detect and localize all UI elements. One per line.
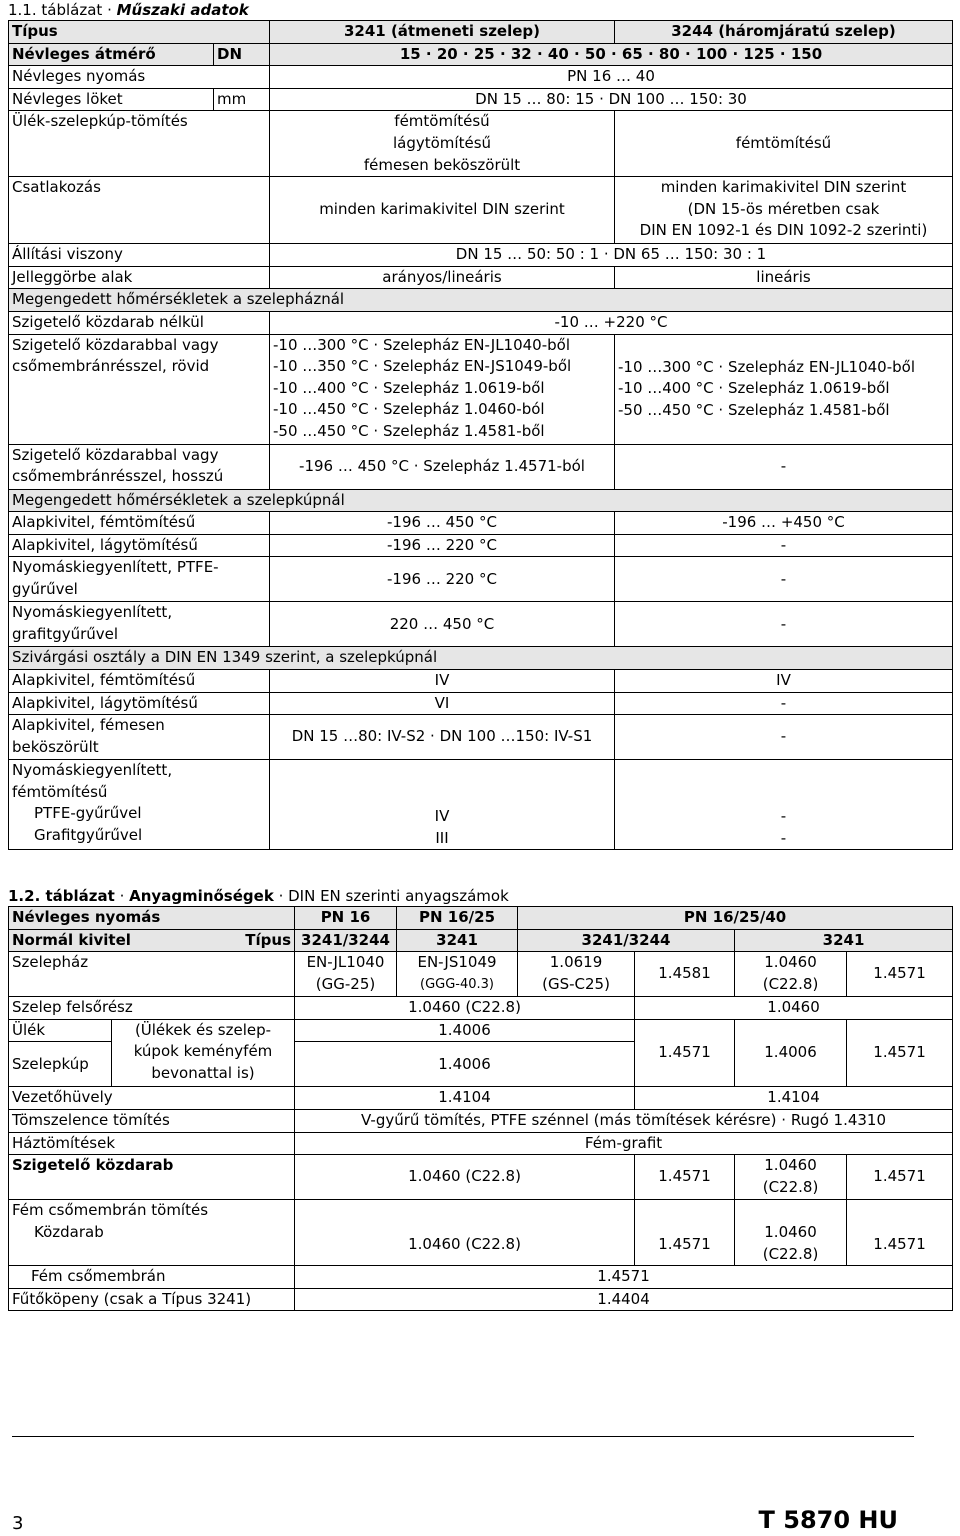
table2-caption-num: 1.2. táblázat [8, 887, 115, 906]
spacer-c2: 1.4571 [635, 1200, 735, 1266]
packing-row [9, 1110, 953, 1133]
table2-caption-sub: · DIN EN szerinti anyagszámok [278, 887, 509, 906]
upper-right: 1.0460 [635, 997, 953, 1020]
temp-plug-row [9, 557, 953, 602]
seat-seal-col-a: fémtömítésű lágytömítésű fémesen beköszörült [270, 111, 615, 177]
short-bellows-label: Szigetelő közdarabbal vagy csőmembránrésszel, rövid [9, 334, 270, 444]
range-value: DN 15 … 50: 50 : 1 · DN 65 … 150: 30 : 1 [270, 244, 953, 267]
nominal-dia-unit: DN [214, 43, 270, 66]
body-row [9, 952, 953, 997]
type-row [9, 929, 953, 952]
leak-balanced-col-b [615, 760, 953, 850]
temp-plug-label: Alapkivitel, lágytömítésű [9, 534, 270, 557]
temp-plug-label: Nyomáskiegyenlített, PTFE- gyűrűvel [9, 557, 270, 602]
bellows-value: 1.4571 [295, 1266, 953, 1289]
leak-balanced-labels [9, 760, 270, 850]
temp-plug-row [9, 602, 953, 647]
spacer-row [9, 1200, 953, 1266]
leak-col-b: - [615, 692, 953, 715]
table2-caption-title: Anyagminőségek [129, 887, 274, 906]
temp-plug-col-b: - [615, 602, 953, 647]
spacer-label: Közdarab [34, 1222, 104, 1241]
guide-right: 1.4104 [635, 1087, 953, 1110]
plug-c1: 1.4571 [635, 1019, 735, 1087]
leak-graphite-a: III [435, 828, 449, 847]
table1-header-row [9, 21, 953, 44]
temp-plug-row [9, 534, 953, 557]
header-type-label: Típus [9, 21, 270, 44]
jacket-row [9, 1288, 953, 1311]
seat-value: 1.4006 [295, 1019, 635, 1042]
leak-balanced-label: Nyomáskiegyenlített, fémtömítésű [12, 761, 173, 801]
temp-body-section-row [9, 289, 953, 312]
header-col-a: 3241 (átmeneti szelep) [270, 21, 615, 44]
page-number: 3 [12, 1513, 24, 1534]
stroke-unit: mm [214, 88, 270, 111]
seat-seal-label: Ülék-szelepkúp-tömítés [9, 111, 270, 177]
body-c2-sub: (GGG-40.3) [420, 976, 495, 992]
guide-left: 1.4104 [295, 1087, 635, 1110]
jacket-label: Fűtőköpeny (csak a Típus 3241) [9, 1288, 295, 1311]
normal-design-label: Normál kivitel [12, 930, 131, 949]
leak-graphite-label: Grafitgyűrűvel [34, 825, 143, 844]
insulating-c4: 1.4571 [847, 1155, 953, 1200]
bellows-row [9, 1266, 953, 1289]
footer-rule [12, 1436, 914, 1437]
spacer-c1: 1.0460 (C22.8) [295, 1200, 635, 1266]
spacer-c4: 1.4571 [847, 1200, 953, 1266]
connection-label: Csatlakozás [9, 177, 270, 244]
technical-data-table [8, 20, 953, 850]
leak-col-a: IV [270, 669, 615, 692]
nominal-dia-values: 15 · 20 · 25 · 32 · 40 · 50 · 65 · 80 · 100 · 125 · 150 [270, 43, 953, 66]
temp-plug-label: Nyomáskiegyenlített, grafitgyűrűvel [9, 602, 270, 647]
leak-label: Alapkivitel, fémtömítésű [9, 669, 270, 692]
type-c1: 3241/3244 [295, 929, 397, 952]
table1-caption-num: 1.1. táblázat [8, 1, 103, 19]
packing-label: Tömszelence tömítés [9, 1110, 295, 1133]
temp-plug-section-title: Megengedett hőmérsékletek a szelepkúpnál [9, 489, 953, 512]
pn-16: PN 16 [295, 907, 397, 930]
temp-plug-label: Alapkivitel, fémtömítésű [9, 512, 270, 535]
body-c4: 1.4581 [635, 952, 735, 997]
spacer-c3: 1.0460 (C22.8) [735, 1200, 847, 1266]
type-c4: 3241 [735, 929, 953, 952]
range-row [9, 244, 953, 267]
connection-col-b: minden karimakivitel DIN szerint (DN 15-ös méretben csak DIN EN 1092-1 és DIN 1092-2 szerinti) [615, 177, 953, 244]
insulating-c1: 1.0460 (C22.8) [295, 1155, 635, 1200]
no-insulating-value: -10 … +220 °C [270, 311, 953, 334]
plug-c3: 1.4571 [847, 1019, 953, 1087]
pn-16-25-40: PN 16/25/40 [518, 907, 953, 930]
temp-plug-col-a: -196 … 450 °C [270, 512, 615, 535]
short-bellows-row [9, 334, 953, 444]
table1-caption-title: Műszaki adatok [116, 1, 249, 19]
table1-caption: 1.1. táblázat · Műszaki adatok [8, 1, 249, 19]
nominal-pressure-label: Névleges nyomás [9, 66, 270, 89]
upper-label: Szelep felsőrész [9, 997, 295, 1020]
connection-col-a: minden karimakivitel DIN szerint [270, 177, 615, 244]
type-label: Típus [245, 930, 292, 949]
bellows-label: Fém csőmembrán [9, 1266, 295, 1289]
body-c2-cell [397, 952, 518, 997]
long-bellows-col-a: -196 … 450 °C · Szelepház 1.4571-ból [270, 444, 615, 489]
document-code: T 5870 HU [758, 1506, 898, 1534]
temp-plug-col-b: - [615, 557, 953, 602]
seat-row [9, 1019, 953, 1042]
leak-row [9, 692, 953, 715]
temp-plug-col-a: 220 … 450 °C [270, 602, 615, 647]
connection-row [9, 177, 953, 244]
nominal-pressure-value: PN 16 … 40 [270, 66, 953, 89]
short-bellows-col-a: -10 …300 °C · Szelepház EN-JL1040-ből -10 …350 °C · Szelepház EN-JS1049-ből -10 …400 °C · Szelepház 1.0619-ből -10 …450 °C · Szelepház 1.0460-ból -50 …450 °C · Szelepház 1.4581-ből [270, 334, 615, 444]
leak-balanced-col-a [270, 760, 615, 850]
leak-section-row [9, 647, 953, 670]
gasket-label: Háztömítések [9, 1132, 295, 1155]
spacer-labels [9, 1200, 295, 1266]
body-c5: 1.0460 (C22.8) [735, 952, 847, 997]
insulating-c3: 1.0460 (C22.8) [735, 1155, 847, 1200]
leak-section-title: Szivárgási osztály a DIN EN 1349 szerint, a szelepkúpnál [9, 647, 953, 670]
temp-plug-col-b: -196 … +450 °C [615, 512, 953, 535]
plug-value: 1.4006 [295, 1042, 635, 1087]
temp-plug-section-row [9, 489, 953, 512]
leak-row [9, 669, 953, 692]
leak-col-a: VI [270, 692, 615, 715]
temp-body-section-title: Megengedett hőmérsékletek a szelepháznál [9, 289, 953, 312]
body-c2: EN-JS1049 [417, 953, 497, 972]
gasket-value: Fém-grafit [295, 1132, 953, 1155]
table2-caption: 1.2. táblázat · Anyagminőségek · DIN EN szerinti anyagszámok [8, 887, 509, 906]
plug-label: Szelepkúp [9, 1042, 112, 1087]
nominal-dia-label: Névleges átmérő [9, 43, 214, 66]
header-col-b: 3244 (háromjáratú szelep) [615, 21, 953, 44]
no-insulating-label: Szigetelő közdarab nélkül [9, 311, 270, 334]
leak-label: Alapkivitel, fémesen beköszörült [9, 715, 270, 760]
stroke-row [9, 88, 953, 111]
leak-balanced-row [9, 760, 953, 850]
guide-row [9, 1087, 953, 1110]
leak-col-a: DN 15 …80: IV-S2 · DN 100 …150: IV-S1 [270, 715, 615, 760]
long-bellows-label: Szigetelő közdarabbal vagy csőmembránrésszel, hosszú [9, 444, 270, 489]
body-c6: 1.4571 [847, 952, 953, 997]
stroke-label: Névleges löket [9, 88, 214, 111]
long-bellows-row [9, 444, 953, 489]
body-c1: EN-JL1040 (GG-25) [295, 952, 397, 997]
upper-row [9, 997, 953, 1020]
long-bellows-col-b: - [615, 444, 953, 489]
characteristic-row [9, 266, 953, 289]
plug-c2: 1.4006 [735, 1019, 847, 1087]
type-c3: 3241/3244 [518, 929, 735, 952]
upper-left: 1.0460 (C22.8) [295, 997, 635, 1020]
characteristic-label: Jelleggörbe alak [9, 266, 270, 289]
temp-plug-col-b: - [615, 534, 953, 557]
nominal-pressure-row [9, 66, 953, 89]
insulating-row [9, 1155, 953, 1200]
characteristic-col-a: arányos/lineáris [270, 266, 615, 289]
body-label: Szelepház [9, 952, 295, 997]
nominal-diameter-row [9, 43, 953, 66]
seat-seal-row [9, 111, 953, 177]
packing-value: V-gyűrű tömítés, PTFE szénnel (más tömítések kérésre) · Rugó 1.4310 [295, 1110, 953, 1133]
pn-row [9, 907, 953, 930]
jacket-value: 1.4404 [295, 1288, 953, 1311]
pn-16-25: PN 16/25 [397, 907, 518, 930]
leak-col-b: IV [615, 669, 953, 692]
insulating-label: Szigetelő közdarab [9, 1155, 295, 1200]
gasket-row [9, 1132, 953, 1155]
seat-label: Ülék [9, 1019, 112, 1042]
temp-plug-row [9, 512, 953, 535]
stroke-value: DN 15 … 80: 15 · DN 100 … 150: 30 [270, 88, 953, 111]
temp-plug-col-a: -196 … 220 °C [270, 557, 615, 602]
body-c3: 1.0619 (GS-C25) [518, 952, 635, 997]
leak-row [9, 715, 953, 760]
type-c2: 3241 [397, 929, 518, 952]
seat-note: (Ülékek és szelep- kúpok keményfém bevonattal is) [112, 1019, 295, 1087]
type-row-label [9, 929, 295, 952]
insulating-c2: 1.4571 [635, 1155, 735, 1200]
bellows-seal-label: Fém csőmembrán tömítés [12, 1201, 209, 1220]
leak-ptfe-b: - [780, 806, 787, 825]
leak-ptfe-label: PTFE-gyűrűvel [34, 804, 142, 823]
temp-plug-col-a: -196 … 220 °C [270, 534, 615, 557]
seat-seal-col-b: fémtömítésű [615, 111, 953, 177]
leak-graphite-b: - [780, 828, 787, 847]
guide-label: Vezetőhüvely [9, 1087, 295, 1110]
no-insulating-row [9, 311, 953, 334]
leak-label: Alapkivitel, lágytömítésű [9, 692, 270, 715]
pn-label: Névleges nyomás [9, 907, 295, 930]
leak-ptfe-a: IV [434, 806, 450, 825]
range-label: Állítási viszony [9, 244, 270, 267]
characteristic-col-b: lineáris [615, 266, 953, 289]
leak-col-b: - [615, 715, 953, 760]
materials-table [8, 906, 953, 1311]
short-bellows-col-b: -10 …300 °C · Szelepház EN-JL1040-ből -10 …400 °C · Szelepház 1.0619-ből -50 …450 °C · Szelepház 1.4581-ből [615, 334, 953, 444]
